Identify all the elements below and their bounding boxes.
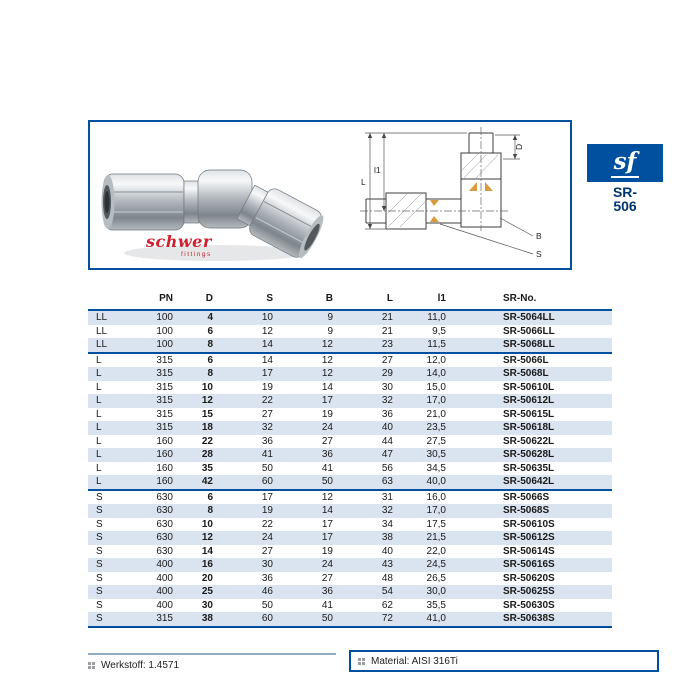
cell: 9 xyxy=(327,325,333,337)
cell: 21,0 xyxy=(426,408,446,420)
brand-subtitle: fittings xyxy=(180,251,212,258)
table-row xyxy=(88,585,612,599)
cell: SR-50610S xyxy=(503,518,555,530)
cell: 17 xyxy=(261,491,273,503)
cell: 315 xyxy=(156,354,173,366)
cell: S xyxy=(96,599,103,611)
cell: 8 xyxy=(178,367,218,381)
cell: 27 xyxy=(321,572,333,584)
cell: 12,0 xyxy=(426,354,446,366)
cell: S xyxy=(88,585,118,599)
cell: 36 xyxy=(278,448,338,462)
cell: 41 xyxy=(321,599,333,611)
cell: SR-5068LL xyxy=(448,338,612,353)
cell: L xyxy=(96,462,102,474)
cell: 100 xyxy=(118,310,178,325)
column-header-d: D xyxy=(178,288,218,310)
cell: 14 xyxy=(278,504,338,518)
cell: SR-50622L xyxy=(503,435,555,447)
cell: 400 xyxy=(156,599,173,611)
cell: 30 xyxy=(218,558,278,572)
table-row xyxy=(88,612,612,627)
cell: SR-50630S xyxy=(503,599,555,611)
dimensions-table xyxy=(88,288,612,628)
cell: 315 xyxy=(118,394,178,408)
cell: 22 xyxy=(201,435,213,447)
cell: SR-50628L xyxy=(448,448,612,462)
cell: 32 xyxy=(218,421,278,435)
table-row xyxy=(88,325,612,339)
cell: 16,0 xyxy=(426,491,446,503)
dim-label-s: S xyxy=(536,249,542,259)
cell: 12 xyxy=(178,531,218,545)
cell: L xyxy=(88,394,118,408)
cell: 14 xyxy=(218,338,278,353)
cell: SR-50612S xyxy=(448,531,612,545)
table-body xyxy=(88,310,612,627)
table-row xyxy=(88,558,612,572)
cell: L xyxy=(96,408,102,420)
square-bullet-icon xyxy=(358,658,365,665)
cell: 22 xyxy=(261,518,273,530)
cell: 46 xyxy=(218,585,278,599)
cell: 38 xyxy=(338,531,398,545)
column-header-l: L xyxy=(338,288,398,310)
cell: 32 xyxy=(338,504,398,518)
cell: 24,5 xyxy=(398,558,448,572)
technical-drawing-svg xyxy=(350,127,560,263)
cell: 19 xyxy=(321,408,333,420)
table-row xyxy=(88,545,612,559)
column-header-l1: l1 xyxy=(398,288,448,310)
cell: 30,0 xyxy=(398,585,448,599)
cell: 50 xyxy=(261,599,273,611)
cell: 400 xyxy=(118,585,178,599)
cell: 12 xyxy=(261,325,273,337)
cell: 28 xyxy=(178,448,218,462)
cell: SR-5068L xyxy=(448,367,612,381)
cell: 160 xyxy=(118,448,178,462)
cell: 27 xyxy=(261,545,273,557)
cell: 315 xyxy=(118,612,178,627)
table-row xyxy=(88,462,612,476)
cell: 30 xyxy=(381,381,393,393)
cell: 9,5 xyxy=(432,325,446,337)
cell: 15,0 xyxy=(426,381,446,393)
table-row xyxy=(88,421,612,435)
cell: 41 xyxy=(218,448,278,462)
cell: 315 xyxy=(118,367,178,381)
cell: 160 xyxy=(156,435,173,447)
table-row xyxy=(88,531,612,545)
cell: 47 xyxy=(338,448,398,462)
cell: 630 xyxy=(156,518,173,530)
cell: 315 xyxy=(118,421,178,435)
column-header-s: S xyxy=(218,288,278,310)
cell: 41 xyxy=(321,462,333,474)
cell: 30,5 xyxy=(398,448,448,462)
table-row xyxy=(88,435,612,449)
cell: 21 xyxy=(338,310,398,325)
cell: 8 xyxy=(178,338,218,353)
cell: 48 xyxy=(381,572,393,584)
table-row xyxy=(88,599,612,613)
cell: S xyxy=(96,572,103,584)
table-row xyxy=(88,475,612,490)
cell: 630 xyxy=(156,491,173,503)
cell: 12 xyxy=(178,394,218,408)
table-row xyxy=(88,504,612,518)
cell: L xyxy=(96,381,102,393)
table-row xyxy=(88,448,612,462)
cell: 26,5 xyxy=(426,572,446,584)
cell: L xyxy=(88,421,118,435)
cell: 10 xyxy=(218,310,278,325)
cell: 27 xyxy=(321,435,333,447)
table-row xyxy=(88,310,612,325)
cell: 43 xyxy=(338,558,398,572)
cell: 15 xyxy=(201,408,213,420)
cell: 160 xyxy=(118,475,178,490)
cell: SR-50615L xyxy=(503,408,555,420)
cell: 11,0 xyxy=(398,310,448,325)
column-header-type xyxy=(88,288,118,310)
cell: 400 xyxy=(156,572,173,584)
product-photo xyxy=(98,124,333,266)
cell: 34 xyxy=(381,518,393,530)
cell: SR-50612L xyxy=(448,394,612,408)
cell: 21,5 xyxy=(398,531,448,545)
technical-drawing xyxy=(350,127,560,263)
cell: 12 xyxy=(321,354,333,366)
cell: 50 xyxy=(278,612,338,627)
table-row xyxy=(88,338,612,353)
werkstoff-text: Werkstoff: 1.4571 xyxy=(101,660,180,671)
series-tab xyxy=(587,144,663,213)
cell: 630 xyxy=(118,531,178,545)
cell: SR-50625S xyxy=(448,585,612,599)
cell: 40 xyxy=(338,421,398,435)
table-row xyxy=(88,367,612,381)
cell: 24 xyxy=(278,421,338,435)
cell: 14 xyxy=(321,381,333,393)
column-header-b: B xyxy=(278,288,338,310)
cell: SR-50614S xyxy=(503,545,555,557)
cell: 40,0 xyxy=(398,475,448,490)
cell: SR-50638S xyxy=(448,612,612,627)
cell: 630 xyxy=(156,545,173,557)
cell: SR-50620S xyxy=(503,572,555,584)
product-photo-svg xyxy=(98,124,333,266)
cell: 22,0 xyxy=(426,545,446,557)
cell: 160 xyxy=(156,462,173,474)
cell: 18 xyxy=(178,421,218,435)
cell: 50 xyxy=(261,462,273,474)
cell: 17,5 xyxy=(426,518,446,530)
cell: 60 xyxy=(218,475,278,490)
cell: 27 xyxy=(381,354,393,366)
left-collar xyxy=(184,181,199,223)
cell: 630 xyxy=(118,504,178,518)
cell: LL xyxy=(88,310,118,325)
cell: L xyxy=(88,475,118,490)
cell: 35 xyxy=(201,462,213,474)
series-code-line1: SR- xyxy=(612,184,638,200)
table-row xyxy=(88,572,612,586)
product-image-box xyxy=(88,120,572,270)
cell: 54 xyxy=(338,585,398,599)
header-row xyxy=(88,288,612,310)
brand-name: schwer xyxy=(146,232,212,251)
table-header xyxy=(88,288,612,310)
cell: L xyxy=(88,367,118,381)
cell: 14 xyxy=(201,545,213,557)
table-row xyxy=(88,381,612,395)
cell: 6 xyxy=(207,354,213,366)
cell: 24 xyxy=(218,531,278,545)
cell: 6 xyxy=(207,491,213,503)
cell: 72 xyxy=(338,612,398,627)
cell: 30 xyxy=(201,599,213,611)
cell: 315 xyxy=(156,381,173,393)
cell: 8 xyxy=(178,504,218,518)
series-code xyxy=(587,185,663,213)
cell: L xyxy=(96,354,102,366)
cell: 315 xyxy=(156,408,173,420)
table-row xyxy=(88,518,612,532)
cell: 10 xyxy=(201,381,213,393)
cell: 44 xyxy=(381,435,393,447)
cell: 12 xyxy=(278,338,338,353)
cell: 17 xyxy=(278,531,338,545)
cell: 29 xyxy=(338,367,398,381)
cell: 20 xyxy=(201,572,213,584)
cell: 14 xyxy=(261,354,273,366)
cell: 17 xyxy=(278,394,338,408)
cell: 19 xyxy=(218,504,278,518)
cell: S xyxy=(88,558,118,572)
column-header-sr-no: SR-No. xyxy=(448,288,612,310)
cell: SR-50635L xyxy=(503,462,555,474)
cell: L xyxy=(88,448,118,462)
cell: 62 xyxy=(381,599,393,611)
cell: 50 xyxy=(278,475,338,490)
cell: 25 xyxy=(178,585,218,599)
cell: S xyxy=(88,612,118,627)
cell: 41,0 xyxy=(398,612,448,627)
cell: 31 xyxy=(381,491,393,503)
table-row xyxy=(88,408,612,422)
cell: 63 xyxy=(338,475,398,490)
cell: SR-5066S xyxy=(503,491,550,503)
cell: 38 xyxy=(178,612,218,627)
cell: 22 xyxy=(218,394,278,408)
cell: SR-5066LL xyxy=(503,325,555,337)
cell: L xyxy=(96,435,102,447)
cell: 42 xyxy=(178,475,218,490)
cell: 17,0 xyxy=(398,504,448,518)
cell: S xyxy=(96,491,103,503)
cell: 36 xyxy=(261,435,273,447)
cell: LL xyxy=(96,325,108,337)
cell: LL xyxy=(88,338,118,353)
cell: 36 xyxy=(381,408,393,420)
dim-label-d: D xyxy=(514,143,524,150)
cell: 100 xyxy=(118,338,178,353)
cell: 14,0 xyxy=(398,367,448,381)
material-text: Material: AISI 316Ti xyxy=(371,655,458,667)
cell: 16 xyxy=(178,558,218,572)
cell: 17,0 xyxy=(398,394,448,408)
dim-label-l1: l1 xyxy=(374,165,381,175)
cell: 11,5 xyxy=(398,338,448,353)
material-note xyxy=(349,650,659,672)
cell: SR-5064LL xyxy=(448,310,612,325)
table-row xyxy=(88,490,612,505)
cell: S xyxy=(88,504,118,518)
cell: 40 xyxy=(381,545,393,557)
cell: 21 xyxy=(381,325,393,337)
cell: SR-50616S xyxy=(448,558,612,572)
cell: 12 xyxy=(278,367,338,381)
cell: SR-50610L xyxy=(503,381,555,393)
cell: 32 xyxy=(338,394,398,408)
square-bullet-icon xyxy=(88,662,95,669)
werkstoff-note xyxy=(88,653,336,671)
cell: SR-50618L xyxy=(448,421,612,435)
column-header-pn: PN xyxy=(118,288,178,310)
cell: 56 xyxy=(381,462,393,474)
cell: 6 xyxy=(207,325,213,337)
cell: 4 xyxy=(178,310,218,325)
cell: 36 xyxy=(278,585,338,599)
cell: SR-5066L xyxy=(503,354,549,366)
cell: 36 xyxy=(261,572,273,584)
cell: 35,5 xyxy=(426,599,446,611)
table-row xyxy=(88,394,612,408)
cell: 27 xyxy=(261,408,273,420)
sf-logo xyxy=(587,144,663,182)
cell: 60 xyxy=(218,612,278,627)
cell: 12 xyxy=(321,491,333,503)
cell: 19 xyxy=(261,381,273,393)
cell: 400 xyxy=(118,558,178,572)
cell: 17 xyxy=(218,367,278,381)
series-code-line2: 506 xyxy=(613,198,637,214)
sf-logo-text: sf xyxy=(611,148,640,178)
cell: 34,5 xyxy=(426,462,446,474)
cell: 10 xyxy=(201,518,213,530)
dim-label-l: L xyxy=(361,177,366,187)
cell: 23,5 xyxy=(398,421,448,435)
cell: 24 xyxy=(278,558,338,572)
cell: SR-5068S xyxy=(448,504,612,518)
left-nut xyxy=(102,174,185,230)
cell: 27,5 xyxy=(426,435,446,447)
table-row xyxy=(88,353,612,368)
cell: S xyxy=(96,518,103,530)
dim-label-b: B xyxy=(536,231,542,241)
cell: 19 xyxy=(321,545,333,557)
cell: 100 xyxy=(156,325,173,337)
cell: 17 xyxy=(321,518,333,530)
cell: SR-50642L xyxy=(448,475,612,490)
cell: 9 xyxy=(278,310,338,325)
cell: S xyxy=(96,545,103,557)
brand-logo xyxy=(146,234,212,259)
cell: S xyxy=(88,531,118,545)
cell: 23 xyxy=(338,338,398,353)
